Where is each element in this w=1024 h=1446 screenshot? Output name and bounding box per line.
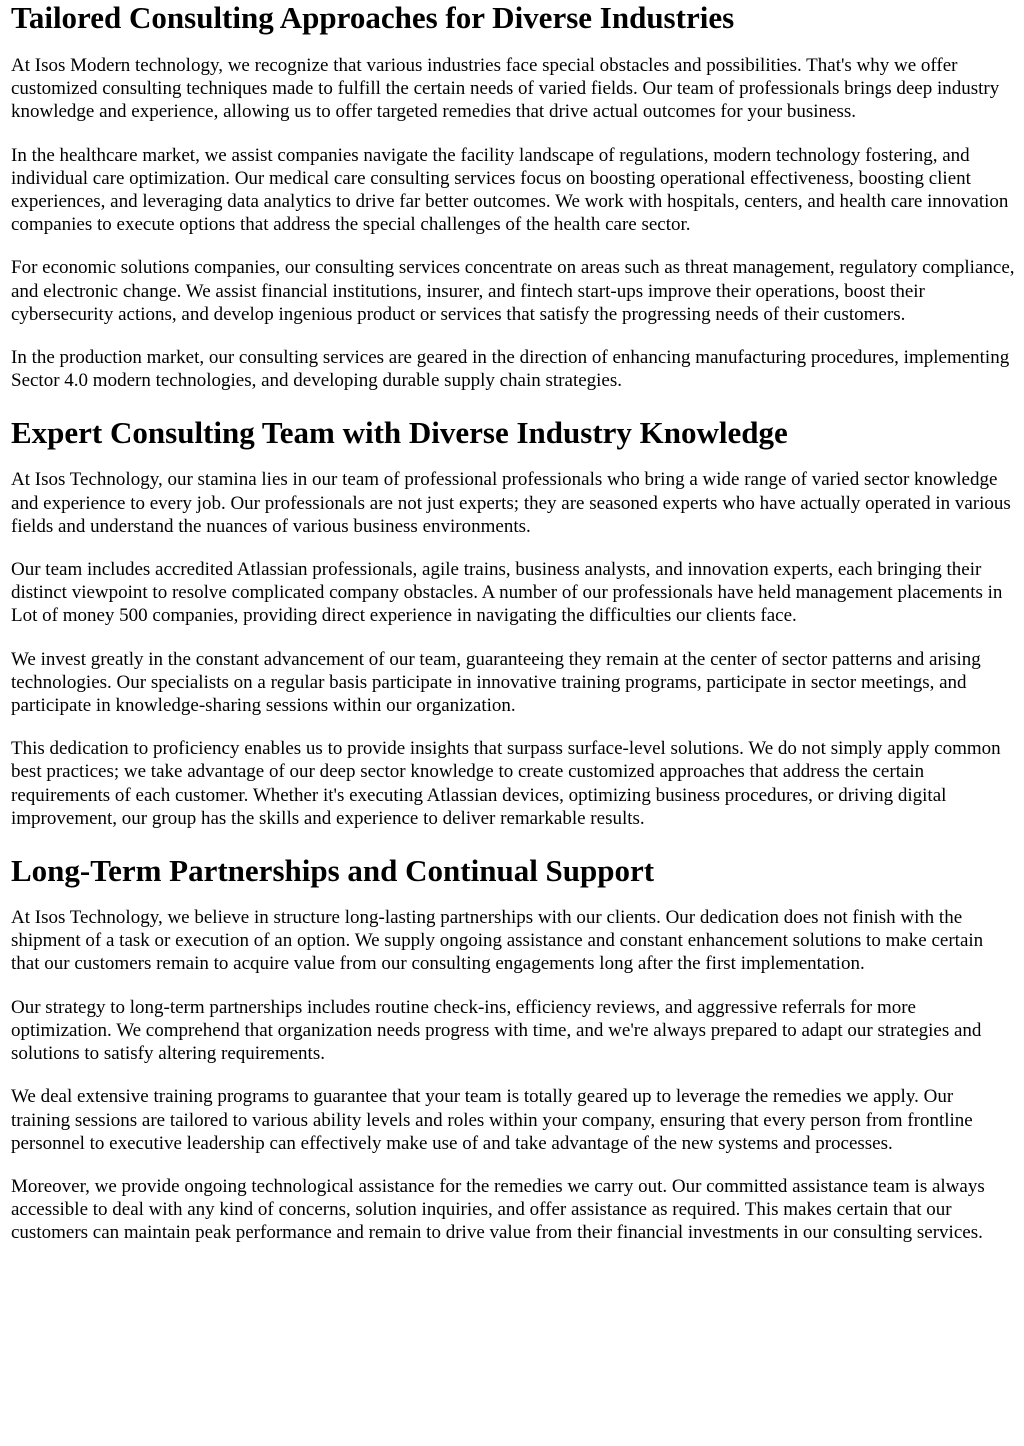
section-heading: Tailored Consulting Approaches for Diverse Industries [11, 0, 735, 35]
paragraph: Our strategy to long-term partnerships includes routine check-ins, efficiency reviews, and aggressive referrals for more optimization. We comprehend that organization needs progress with time, and we're always prepared to adapt our strategies and solutions to satisfy altering requirements. [11, 996, 982, 1065]
paragraph: At Isos Modern technology, we recognize that various industries face special obstacles and possibilities. That's why we offer customized consulting techniques made to fulfill the certain needs of varied fields. Our team of professionals brings deep industry knowledge and experience, allowing us to offer targeted remedies that drive actual outcomes for your business. [11, 55, 1000, 123]
paragraph: Moreover, we provide ongoing technological assistance for the remedies we carry out. Our committed assistance team is always accessible to deal with any kind of concerns, solution inquiries, and offer assistance as required. This makes certain that our customers can maintain peak performance and remain to drive value from their financial investments in our consulting services. [11, 1175, 985, 1244]
paragraph: We deal extensive training programs to guarantee that your team is totally geared up to leverage the remedies we apply. Our training sessions are tailored to various ability levels and roles within your company, ensuring that every person from frontline personnel to executive leadership can effectively make use of and take advantage of the new systems and processes. [11, 1086, 973, 1154]
paragraph: At Isos Technology, we believe in structure long-lasting partnerships with our clients. Our dedication does not finish with the shipment of a task or execution of an option. We supply ongoing assistance and constant enhancement solutions to make certain that our customers remain to acquire value from our consulting engagements long after the first implementation. [11, 907, 984, 975]
section-tailored-consulting [11, 0, 1016, 392]
paragraph: This dedication to proficiency enables us to provide insights that surpass surface-level solutions. We do not simply apply common best practices; we take advantage of our deep sector knowledge to create customized approaches that address the certain requirements of each customer. Whether it's executing Atlassian devices, optimizing business procedures, or driving digital improvement, our group has the skills and experience to deliver remarkable results. [11, 738, 1001, 829]
section-heading: Expert Consulting Team with Diverse Industry Knowledge [11, 415, 788, 451]
paragraph: Our team includes accredited Atlassian professionals, agile trains, business analysts, and innovation experts, each bringing their distinct viewpoint to resolve complicated company obstacles. A number of our professionals have held management placements in Lot of money 500 companies, providing direct experience in navigating the difficulties our clients face. [11, 559, 1003, 627]
section-heading: Long-Term Partnerships and Continual Support [11, 853, 655, 889]
section-long-term-partnerships [11, 853, 1016, 1244]
paragraph: In the production market, our consulting services are geared in the direction of enhancing manufacturing procedures, implementing Sector 4.0 modern technologies, and developing durable supply chain strategies. [11, 347, 1010, 392]
paragraph: For economic solutions companies, our consulting services concentrate on areas such as threat management, regulatory compliance, and electronic change. We assist financial institutions, insurer, and fintech start-ups improve their operations, boost their cybersecurity actions, and develop ingenious product or services that satisfy the progressing needs of their customers. [11, 257, 1015, 325]
paragraph: At Isos Technology, our stamina lies in our team of professional professionals who bring a wide range of varied sector knowledge and experience to every job. Our professionals are not just experts; they are seasoned experts who have actually operated in various fields and understand the nuances of various business environments. [11, 469, 1011, 537]
section-expert-team [11, 415, 1016, 830]
paragraph: In the healthcare market, we assist companies navigate the facility landscape of regulations, modern technology fostering, and individual care optimization. Our medical care consulting services focus on boosting operational effectiveness, boosting client experiences, and leveraging data analytics to drive far better outcomes. We work with hospitals, centers, and health care innovation companies to execute options that address the special challenges of the health care sector. [11, 144, 1009, 236]
paragraph: We invest greatly in the constant advancement of our team, guaranteeing they remain at the center of sector patterns and arising technologies. Our specialists on a regular basis participate in innovative training programs, participate in sector meetings, and participate in knowledge-sharing sessions within our organization. [11, 648, 981, 717]
